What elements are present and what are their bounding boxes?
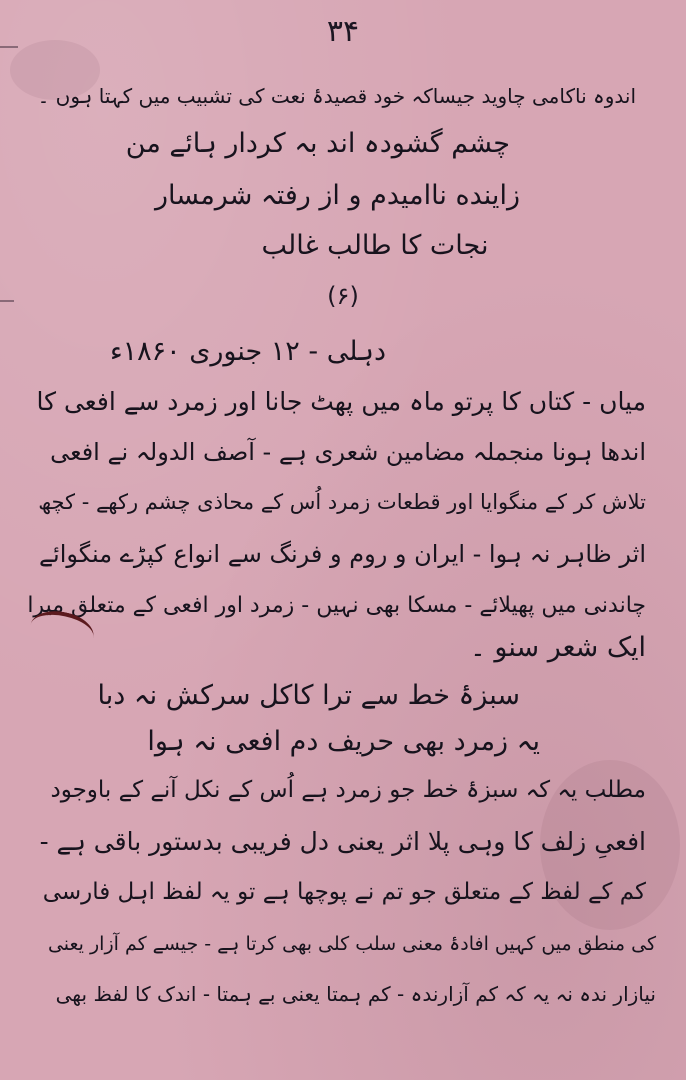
page-number: ۳۴ (326, 14, 360, 49)
couplet-line: یہ زمرد بھی حریف دم افعی نہ ہوا (147, 726, 540, 757)
letter-line: نیازار ندہ نہ یہ کہ کم آزارندہ - کم ہمتا یعنی بے ہمتا - اندک کا لفظ بھی (55, 982, 656, 1006)
verse-line: چشم گشودہ اند بہ کردار ہائے من (125, 128, 510, 159)
letter-line: تلاش کر کے منگوایا اور قطعات زمرد اُس کے محاذی چشم رکھے - کچھ (38, 490, 646, 514)
section-number: (۶) (327, 282, 359, 310)
couplet-line: سبزۂ خط سے ترا کاکل سرکش نہ دبا (97, 680, 520, 711)
letter-line: چاندنی میں پھیلائے - مسکا بھی نہیں - زمرد اور افعی کے متعلق میرا (27, 593, 646, 618)
margin-mark (0, 300, 14, 302)
letter-line: افعیِ زلف کا وہی پلا اثر یعنی دل فریبی بدستور باقی ہے - (39, 827, 646, 856)
margin-mark (0, 46, 18, 48)
letter-line: اثر ظاہر نہ ہوا - ایران و روم و فرنگ سے انواع کپڑے منگوائے (38, 540, 646, 568)
letter-heading: دہلی - ۱۲ جنوری ۱۸۶۰ء (109, 336, 386, 367)
verse-line: زاینده ناامیدم و از رفتہ شرمسار (154, 180, 520, 211)
letter-line: مطلب یہ کہ سبزۂ خط جو زمرد ہے اُس کے نکل آنے کے باوجود (50, 777, 646, 803)
letter-line: کم کے لفظ کے متعلق جو تم نے پوچھا ہے تو یہ لفظ اہل فارسی (42, 879, 646, 905)
intro-line: اندوہ ناکامی چاوید جیساکہ خود قصیدۂ نعت کی تشبیب میں کہتا ہوں ۔ (37, 84, 636, 108)
letter-line: میاں - کتاں کا پرتو ماہ میں پھٹ جانا اور زمرد سے افعی کا (36, 387, 646, 416)
signature-line: نجات کا طالب غالب (261, 230, 489, 261)
letter-line: اندھا ہونا منجملہ مضامین شعری ہے - آصف الدولہ نے افعی (50, 438, 646, 466)
letter-line: ایک شعر سنو ۔ (469, 632, 646, 663)
letter-line: کی منطق میں کہیں افادۂ معنی سلب کلی بھی کرتا ہے - جیسے کم آزار یعنی (47, 933, 656, 955)
